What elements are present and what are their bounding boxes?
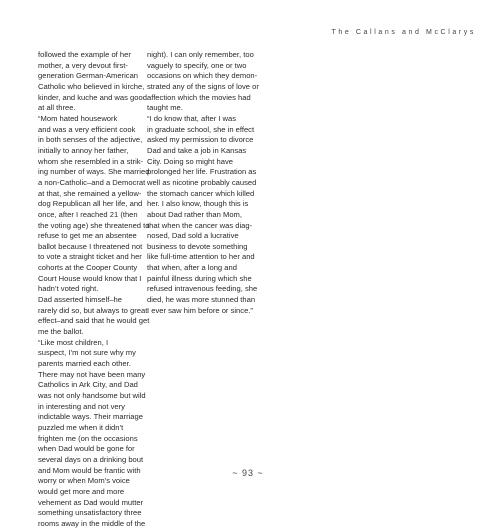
text-line: several days on a drinking bout [38,454,144,464]
text-line: the stomach cancer which killed [147,188,255,198]
text-line: dog Republican all her life, and [38,199,143,209]
text-line: Dad and take a job in Kansas [147,145,247,155]
text-line: and was a very efficient cook [38,124,136,134]
text-line: something unsatisfactory three [38,508,142,518]
text-line: refuse to get me an absentee [38,231,137,241]
text-line: effect–and said that he would get [38,316,150,326]
text-line: painful illness during which she [147,273,252,283]
text-line: mother, a very devout first- [38,60,128,70]
text-line: in both senses of the adjective, [38,135,143,145]
text-line: hadn’t voted right. [38,284,99,294]
text-line: her. I also know, though this is [147,199,249,209]
text-line: “Mom hated housework [38,113,118,123]
text-line: in interesting and not very [38,401,125,411]
text-line: once, after I reached 21 (then [38,209,138,219]
text-line: at that, she remained a yellow- [38,188,142,198]
text-line: rooms away in the middle of the [38,518,146,528]
text-line: a non-Catholic–and a Democrat [38,177,146,187]
text-line: nosed, Dad sold a lucrative [147,231,239,241]
text-line: when Dad would be gone for [38,444,135,454]
text-line: parents married each other. [38,359,131,369]
text-line: that when the cancer was diag- [147,220,253,230]
right-text-column [147,50,259,316]
text-line: “I do know that, after I was [147,113,237,123]
text-line: rarely did so, but always to great [38,305,148,315]
running-header-title: The Callans and McClarys [331,29,476,36]
text-line: well as nicotine probably caused [147,177,257,187]
text-line: affection which the movies had [147,92,251,102]
text-line: that when, after a long and [147,263,237,273]
text-line: City. Doing so might have [147,156,233,166]
text-line: strated any of the signs of love or [147,81,259,91]
text-line: the voting age) she threatened to [38,220,150,230]
text-line: died, he was more stunned than [147,295,256,305]
text-line: Court House would know that I [38,273,142,283]
text-line: cohorts at the Cooper County [38,263,138,273]
text-line: and Mom would be frantic with [38,465,141,475]
page-number: ~ 93 ~ [232,468,264,478]
text-line: generation German-American [38,71,139,81]
text-line: night). I can only remember, too [147,50,254,59]
text-line: vehement as Dad would mutter [38,497,144,507]
text-line: ballot because I threatened not [38,241,143,251]
text-line: Catholics in Ark City, and Dad [38,380,138,390]
text-line: suspect, I’m not sure why my [38,348,136,358]
left-text-column [38,50,150,530]
text-line: business to devote something [147,241,248,251]
text-line: kinder, and kuche and was good [38,92,147,102]
text-line: me the ballot. [38,327,84,337]
text-line: in graduate school, she in effect [147,124,255,134]
text-line: “Like most children, I [38,337,109,347]
text-line: frighten me (on the occasions [38,433,138,443]
text-line: occasions on which they demon- [147,71,258,81]
text-line: indictable ways. Their marriage [38,412,143,422]
text-line: at all three. [38,103,76,113]
text-line: would get more and more [38,486,125,496]
text-line: followed the example of her [38,50,131,59]
text-line: Dad asserted himself–he [38,295,122,305]
text-line: whom she resembled in a strik- [38,156,144,166]
text-line: ing number of ways. She married [38,167,150,177]
text-line: taught me. [147,103,183,113]
text-line: vaguely to specify, one or two [147,60,247,70]
text-line: like full-time attention to her and [147,252,255,262]
text-line: worry or when Mom’s voice [38,476,130,486]
text-line: Catholic who believed in kirche, [38,81,145,91]
text-line: prolonged her life. Frustration as [147,167,257,177]
text-line: to vote a straight ticket and her [38,252,142,262]
text-line: initially to annoy her father, [38,145,129,155]
text-line: asked my permission to divorce [147,135,254,145]
text-line: refused intravenous feeding, she [147,284,258,294]
text-line: about Dad rather than Mom, [147,209,242,219]
text-line: puzzled me when it didn’t [38,422,124,432]
text-line: There may not have been many [38,369,146,379]
text-line: I ever saw him before or since.” [147,305,253,315]
text-line: was not only handsome but wild [38,391,146,400]
